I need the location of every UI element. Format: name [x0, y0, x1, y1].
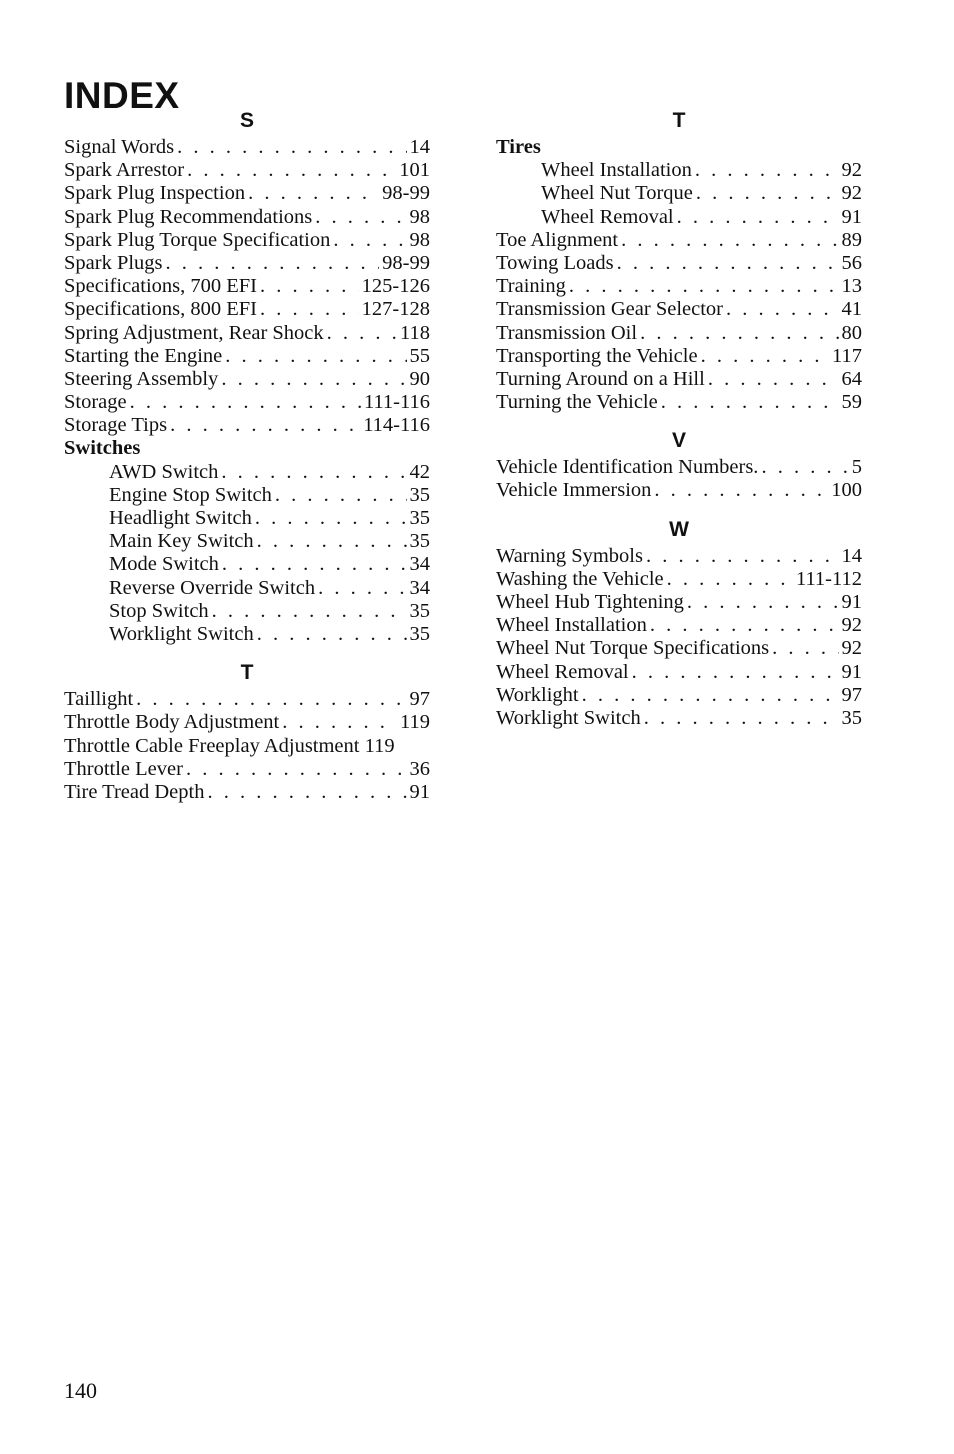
- entry-page: 35: [409, 507, 430, 529]
- entry-term: Wheel Nut Torque: [541, 182, 693, 205]
- entry-page: 56: [841, 251, 862, 274]
- index-subentry: [64, 600, 430, 623]
- index-entry: [496, 707, 862, 730]
- dot-leader: [695, 159, 839, 182]
- index-entry-list: [496, 136, 862, 414]
- entry-term: Spark Plug Recommendations: [64, 205, 313, 228]
- entry-page: 13: [841, 275, 862, 298]
- entry-term: Throttle Body Adjustment: [64, 711, 280, 734]
- entry-page: 127-128: [361, 298, 430, 321]
- entry-term: Worklight: [496, 683, 579, 706]
- entry-term: Spark Plugs: [64, 251, 163, 274]
- entry-term: Starting the Engine: [64, 344, 223, 367]
- entry-page: 34: [409, 576, 430, 599]
- dot-leader: [255, 507, 407, 530]
- entry-page: 118: [400, 321, 430, 344]
- entry-term: Towing Loads: [496, 251, 614, 274]
- index-entry: [496, 298, 862, 321]
- entry-page: 92: [841, 637, 862, 660]
- section-letter: V: [671, 429, 686, 453]
- entry-term: Wheel Removal: [496, 660, 629, 683]
- index-entry: [64, 368, 430, 391]
- index-entry: [64, 206, 430, 229]
- index-entry: [64, 275, 430, 298]
- entry-term: Storage Tips: [64, 414, 168, 437]
- entry-term: Transmission Gear Selector: [496, 298, 723, 321]
- entry-page: 98-99: [382, 182, 430, 205]
- entry-page: 91: [841, 660, 862, 683]
- index-heading: [496, 136, 862, 159]
- index-section: [496, 515, 862, 731]
- entry-term: Vehicle Immersion: [496, 479, 652, 502]
- dot-leader: [726, 298, 839, 321]
- entry-term: Mode Switch: [109, 553, 219, 576]
- entry-term: Turning Around on a Hill: [496, 367, 705, 390]
- entry-page: 90: [409, 367, 430, 390]
- index-entry: [496, 614, 862, 637]
- index-entry: [496, 368, 862, 391]
- entry-page: 92: [841, 614, 862, 637]
- dot-leader: [650, 614, 839, 637]
- dot-leader: [212, 600, 407, 623]
- dot-leader: [318, 577, 406, 600]
- dot-leader: [621, 229, 838, 252]
- entry-term: Transporting the Vehicle: [496, 344, 698, 367]
- index-entry: [64, 414, 430, 437]
- dot-leader: [654, 479, 828, 502]
- index-subentry: [64, 577, 430, 600]
- entry-term: Training: [496, 275, 566, 298]
- entry-term: Steering Assembly: [64, 367, 219, 390]
- index-entry: [64, 182, 430, 205]
- entry-page: 14: [841, 544, 862, 567]
- index-subentry: [64, 461, 430, 484]
- index-entry: [496, 661, 862, 684]
- index-entry: [496, 345, 862, 368]
- entry-page: 100: [831, 479, 862, 502]
- entry-page: 92: [841, 182, 862, 205]
- dot-leader: [696, 182, 839, 205]
- dot-leader: [222, 553, 407, 576]
- dot-leader: [207, 781, 406, 804]
- index-entry: [64, 136, 430, 159]
- page-number: 140: [64, 1378, 97, 1403]
- entry-term: Spark Arrestor: [64, 159, 185, 182]
- entry-page: 35: [409, 599, 430, 622]
- entry-page: 34: [409, 553, 430, 576]
- entry-term: Worklight Switch: [109, 622, 254, 645]
- entry-page: 98-99: [382, 251, 430, 274]
- index-section: [64, 658, 430, 804]
- section-letter: T: [240, 661, 254, 685]
- dot-leader: [761, 456, 848, 479]
- dot-leader: [275, 484, 407, 507]
- index-heading: [64, 437, 430, 460]
- entry-term: Washing the Vehicle: [496, 567, 664, 590]
- index-entry: [496, 637, 862, 660]
- entry-term: Spark Plug Torque Specification: [64, 228, 331, 251]
- entry-page: 98: [409, 228, 430, 251]
- dot-leader: [136, 688, 406, 711]
- index-subentry: [496, 182, 862, 205]
- dot-leader: [177, 136, 406, 159]
- index-entry: [64, 781, 430, 804]
- entry-page: 92: [841, 159, 862, 182]
- dot-leader: [646, 545, 839, 568]
- entry-term: Wheel Removal: [541, 205, 674, 228]
- entry-page: 59: [841, 391, 862, 414]
- entry-term: AWD Switch: [109, 460, 219, 483]
- index-entry: [64, 345, 430, 368]
- index-subentry: [64, 507, 430, 530]
- dot-leader: [772, 637, 838, 660]
- index-subentry: [64, 484, 430, 507]
- dot-leader: [617, 252, 839, 275]
- entry-term: Turning the Vehicle: [496, 391, 658, 414]
- index-subentry: [496, 159, 862, 182]
- index-section: [496, 426, 862, 502]
- dot-leader: [677, 206, 839, 229]
- entry-page: 64: [841, 367, 862, 390]
- entry-term: Stop Switch: [109, 599, 209, 622]
- entry-page: 111-116: [363, 391, 430, 414]
- entry-page: 35: [409, 530, 430, 553]
- dot-leader: [187, 159, 396, 182]
- entry-page: 55: [409, 344, 430, 367]
- dot-leader: [282, 711, 397, 734]
- entry-term: Specifications, 700 EFI: [64, 275, 258, 298]
- index-entry-list: [64, 688, 430, 804]
- index-entry-list: [64, 136, 430, 646]
- entry-term: Spring Adjustment, Rear Shock: [64, 321, 324, 344]
- dot-leader: [632, 661, 839, 684]
- index-subentry: [64, 530, 430, 553]
- dot-leader: [257, 530, 407, 553]
- entry-page: 41: [841, 298, 862, 321]
- entry-term: Signal Words: [64, 136, 175, 158]
- dot-leader: [644, 707, 839, 730]
- entry-page: 101: [399, 159, 430, 182]
- dot-leader: [708, 368, 839, 391]
- entry-term: Worklight Switch: [496, 706, 641, 729]
- entry-page: 91: [841, 591, 862, 613]
- index-entry: [64, 229, 430, 252]
- dot-leader: [221, 368, 406, 391]
- entry-page: 97: [841, 683, 862, 706]
- entry-term: Wheel Hub Tightening: [496, 591, 684, 613]
- index-column-left: [64, 106, 430, 804]
- index-entry: [64, 159, 430, 182]
- index-entry: [496, 568, 862, 591]
- index-entry: [64, 758, 430, 781]
- entry-page: 98: [409, 205, 430, 228]
- entry-page: 35: [409, 622, 430, 645]
- index-entry: [496, 479, 862, 502]
- dot-leader: [327, 322, 397, 345]
- dot-leader: [166, 252, 380, 275]
- entry-page: 35: [409, 483, 430, 506]
- entry-term: Vehicle Identification Numbers.: [496, 456, 759, 479]
- index-subentry: [64, 623, 430, 646]
- dot-leader: [640, 322, 838, 345]
- index-entry: [64, 322, 430, 345]
- dot-leader: [667, 568, 793, 591]
- entry-page: 80: [841, 321, 862, 344]
- section-letter: W: [669, 517, 689, 541]
- entry-page: 114-116: [363, 414, 430, 437]
- entry-term: Wheel Nut Torque Specifications: [496, 637, 770, 660]
- dot-leader: [661, 391, 839, 414]
- index-entry: [64, 735, 430, 758]
- entry-term: Main Key Switch: [109, 530, 254, 553]
- entry-page: 42: [409, 460, 430, 483]
- entry-term: Wheel Installation: [541, 159, 692, 182]
- section-letter: T: [672, 109, 686, 132]
- entry-term: Switches: [64, 437, 141, 460]
- entry-term: Headlight Switch: [109, 507, 252, 529]
- entry-term: Tire Tread Depth: [64, 780, 205, 803]
- index-entry: [496, 229, 862, 252]
- dot-leader: [221, 461, 406, 484]
- entry-term: Taillight: [64, 688, 134, 711]
- dot-leader: [333, 229, 406, 252]
- index-entry: [64, 688, 430, 711]
- entry-term: Toe Alignment: [496, 228, 619, 251]
- entry-page: 91: [409, 780, 430, 803]
- index-entry-list: [496, 456, 862, 502]
- entry-page: 97: [409, 688, 430, 711]
- entry-term: Warning Symbols: [496, 544, 643, 567]
- entry-page: 119: [400, 711, 430, 734]
- index-entry: [496, 252, 862, 275]
- section-letter: S: [239, 109, 254, 132]
- index-subentry: [64, 553, 430, 576]
- index-entry: [64, 252, 430, 275]
- entry-page: 117: [832, 344, 862, 367]
- index-entry: [496, 275, 862, 298]
- index-entry: [496, 322, 862, 345]
- entry-term: Specifications, 800 EFI: [64, 298, 258, 321]
- dot-leader: [687, 591, 839, 614]
- page-title: INDEX: [64, 74, 180, 116]
- index-section: [64, 106, 430, 646]
- index-entry: [496, 591, 862, 614]
- dot-leader: [701, 345, 829, 368]
- dot-leader: [569, 275, 839, 298]
- entry-page: 91: [841, 205, 862, 228]
- dot-leader: [260, 275, 359, 298]
- index-entry: [64, 298, 430, 321]
- entry-term: Throttle Cable Freeplay Adjustment 119: [64, 734, 395, 757]
- entry-page: 35: [841, 706, 862, 729]
- entry-term: Reverse Override Switch: [109, 576, 316, 599]
- index-subentry: [496, 206, 862, 229]
- index-entry: [496, 391, 862, 414]
- entry-term: Wheel Installation: [496, 614, 647, 637]
- index-entry-list: [496, 545, 862, 731]
- entry-term: Storage: [64, 391, 127, 414]
- index-section: [496, 106, 862, 414]
- entry-page: 5: [851, 456, 862, 479]
- entry-term: Spark Plug Inspection: [64, 182, 246, 205]
- dot-leader: [260, 298, 359, 321]
- dot-leader: [257, 623, 407, 646]
- entry-page: 111-112: [795, 567, 862, 590]
- index-entry: [64, 711, 430, 734]
- index-entry: [64, 391, 430, 414]
- entry-term: Tires: [496, 136, 541, 158]
- index-entry: [496, 545, 862, 568]
- dot-leader: [186, 758, 407, 781]
- dot-leader: [582, 684, 839, 707]
- entry-term: Engine Stop Switch: [109, 483, 272, 506]
- entry-term: Transmission Oil: [496, 321, 638, 344]
- dot-leader: [130, 391, 361, 414]
- dot-leader: [315, 206, 406, 229]
- entry-page: 36: [409, 757, 430, 780]
- index-entry: [496, 684, 862, 707]
- entry-page: 89: [841, 228, 862, 251]
- entry-page: 14: [409, 136, 430, 158]
- index-column-right: [496, 106, 862, 730]
- entry-page: 125-126: [361, 275, 430, 298]
- dot-leader: [248, 182, 379, 205]
- entry-term: Throttle Lever: [64, 757, 183, 780]
- dot-leader: [225, 345, 406, 368]
- index-entry: [496, 456, 862, 479]
- dot-leader: [170, 414, 360, 437]
